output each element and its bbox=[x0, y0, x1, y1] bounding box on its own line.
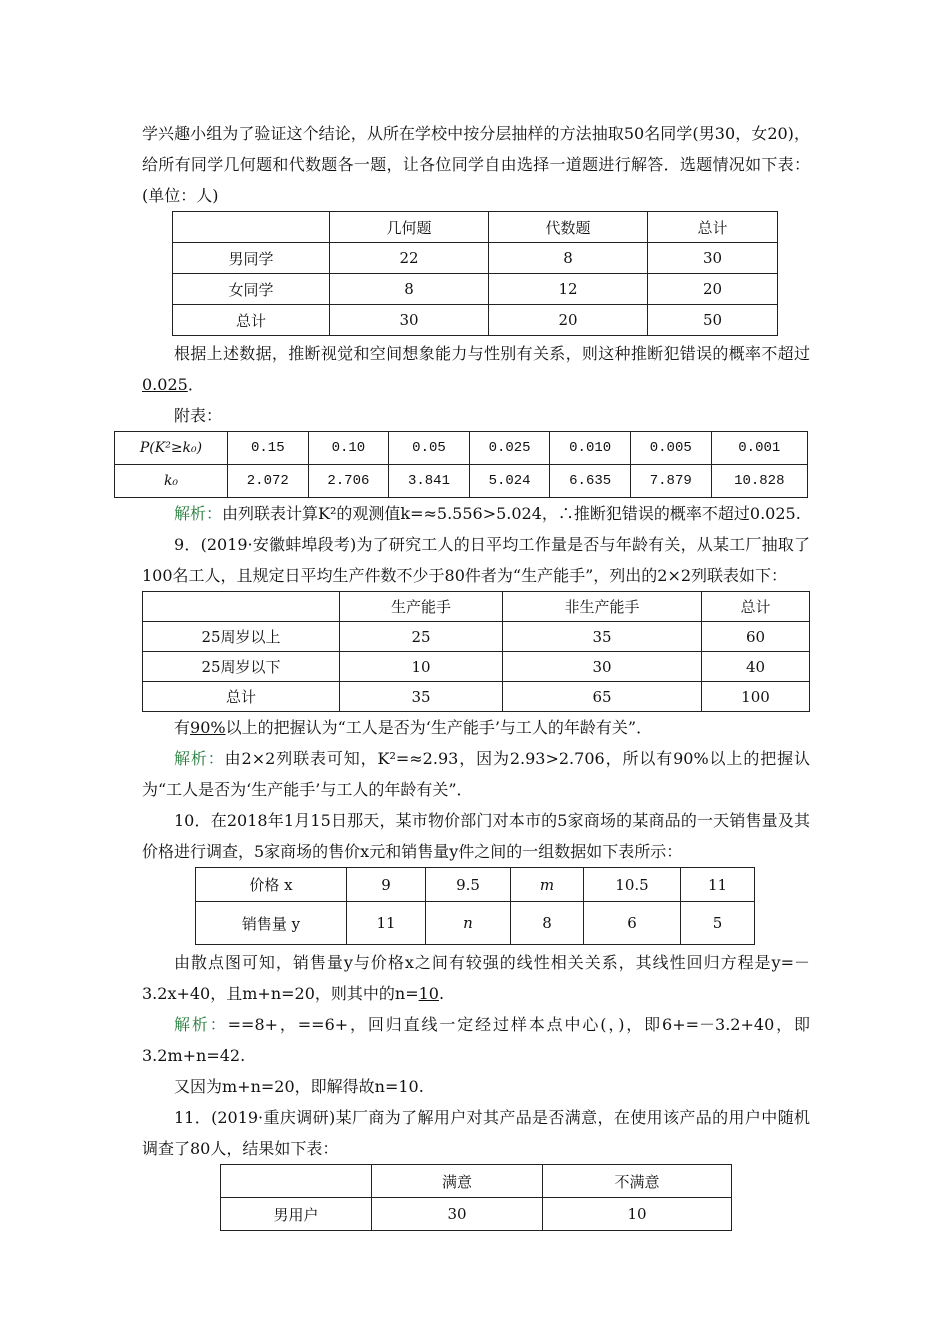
table-cell: 总计 bbox=[173, 305, 330, 336]
table-row bbox=[143, 682, 810, 712]
answer-8-text: 由列联表计算K²的观测值k=≈5.556>5.024，∴推断犯错误的概率不超过0.025. bbox=[222, 504, 801, 523]
table-cell: 不满意 bbox=[543, 1165, 732, 1198]
answer-10-line2: 又因为m+n=20，即解得故n=10. bbox=[174, 1077, 424, 1096]
table-cell: 35 bbox=[503, 622, 702, 652]
table-cell: 10 bbox=[340, 652, 503, 682]
table-cell: 20 bbox=[489, 305, 648, 336]
table-row bbox=[115, 432, 808, 465]
question-10-answer: 10 bbox=[418, 984, 439, 1003]
question-9-fill-post: 以上的把握认为“工人是否为‘生产能手’与工人的年龄有关”． bbox=[225, 718, 653, 737]
table-cell: 7.879 bbox=[630, 465, 711, 498]
table-row bbox=[196, 868, 755, 902]
table-cell: 10.828 bbox=[711, 465, 807, 498]
table-cell: 销售量 y bbox=[196, 902, 347, 945]
table-cell: 2.706 bbox=[308, 465, 389, 498]
appendix-label: 附表： bbox=[174, 406, 223, 425]
table-cell: 0.010 bbox=[550, 432, 631, 465]
table-cell: P(K²≥k₀) bbox=[115, 432, 228, 465]
table-cell: 5 bbox=[681, 902, 755, 945]
question-9-fill bbox=[142, 712, 810, 743]
table-cell: 25周岁以下 bbox=[143, 652, 340, 682]
table-row bbox=[143, 622, 810, 652]
question-10-fill bbox=[142, 947, 810, 1009]
table-row bbox=[221, 1165, 732, 1198]
table-cell: 10 bbox=[543, 1198, 732, 1231]
critical-value-table bbox=[114, 431, 808, 498]
question-8-answer: 0.025 bbox=[142, 375, 188, 394]
table-row bbox=[173, 274, 778, 305]
table-cell: 总计 bbox=[702, 592, 810, 622]
question-9-answer: 90% bbox=[190, 718, 226, 737]
table-cell: 6.635 bbox=[550, 465, 631, 498]
table-row bbox=[196, 902, 755, 945]
table-row bbox=[173, 243, 778, 274]
table-cell: 总计 bbox=[143, 682, 340, 712]
table-cell: 9 bbox=[347, 868, 426, 902]
table-cell: 6 bbox=[584, 902, 681, 945]
table-row bbox=[143, 652, 810, 682]
choice-table bbox=[172, 211, 778, 336]
table-cell: 女同学 bbox=[173, 274, 330, 305]
table-cell: 50 bbox=[648, 305, 778, 336]
table-cell: 65 bbox=[503, 682, 702, 712]
table-cell: m bbox=[511, 868, 584, 902]
question-10-end: . bbox=[438, 984, 445, 1003]
table-cell: 30 bbox=[372, 1198, 543, 1231]
table-cell: 100 bbox=[702, 682, 810, 712]
table-cell: 0.15 bbox=[228, 432, 309, 465]
table-cell: 8 bbox=[330, 274, 489, 305]
question-11-text: 11．(2019·重庆调研)某厂商为了解用户对其产品是否满意，在使用该产品的用户中随机调查了80人，结果如下表： bbox=[142, 1108, 810, 1158]
table-cell: 非生产能手 bbox=[503, 592, 702, 622]
table-cell bbox=[221, 1165, 372, 1198]
table-row bbox=[221, 1198, 732, 1231]
table-cell: k₀ bbox=[115, 465, 228, 498]
table-cell: 9.5 bbox=[426, 868, 511, 902]
table-cell: 3.841 bbox=[389, 465, 470, 498]
worker-table bbox=[142, 591, 810, 712]
answer-10-text: ==8+，==6+，回归直线一定经过样本点中心(，)，即6+=－3.2+40，即3.2m+n=42. bbox=[142, 1015, 810, 1065]
table-cell: 40 bbox=[702, 652, 810, 682]
question-9-text: 9．(2019·安徽蚌埠段考)为了研究工人的日平均工作量是否与年龄有关，从某工厂抽取了100名工人，且规定日平均生产件数不少于80件者为“生产能手”，列出的2×2列联表如下： bbox=[142, 535, 810, 585]
table-cell: 0.10 bbox=[308, 432, 389, 465]
table-cell: 11 bbox=[681, 868, 755, 902]
table-cell: 30 bbox=[503, 652, 702, 682]
table-cell: 代数题 bbox=[489, 212, 648, 243]
answer-10 bbox=[142, 1009, 810, 1071]
question-10-text: 10．在2018年1月15日那天，某市物价部门对本市的5家商场的某商品的一天销售量及其价格进行调查，5家商场的售价x元和销售量y件之间的一组数据如下表所示： bbox=[142, 811, 810, 861]
table-cell: 10.5 bbox=[584, 868, 681, 902]
table-cell: 总计 bbox=[648, 212, 778, 243]
table-cell bbox=[143, 592, 340, 622]
table-cell: 12 bbox=[489, 274, 648, 305]
table-row bbox=[173, 305, 778, 336]
answer-9 bbox=[142, 743, 810, 805]
question-8-body: 根据上述数据，推断视觉和空间想象能力与性别有关系，则这种推断犯错误的概率不超过 bbox=[174, 344, 810, 363]
table-cell: 8 bbox=[511, 902, 584, 945]
table-row bbox=[143, 592, 810, 622]
table-cell: 0.05 bbox=[389, 432, 470, 465]
table-cell: 0.025 bbox=[469, 432, 550, 465]
table-cell: 11 bbox=[347, 902, 426, 945]
table-row bbox=[173, 212, 778, 243]
document-page bbox=[139, 118, 810, 1231]
table-cell: 0.005 bbox=[630, 432, 711, 465]
table-cell: 0.001 bbox=[711, 432, 807, 465]
table-cell: 5.024 bbox=[469, 465, 550, 498]
table-cell: 30 bbox=[648, 243, 778, 274]
intro-paragraph: 学兴趣小组为了验证这个结论，从所在学校中按分层抽样的方法抽取50名同学(男30，女20)，给所有同学几何题和代数题各一题，让各位同学自由选择一道题进行解答．选题情况如下表：(单位：人) bbox=[142, 124, 810, 205]
table-cell: 30 bbox=[330, 305, 489, 336]
question-8-text bbox=[142, 338, 810, 400]
answer-9-text: 由2×2列联表可知，K²=≈2.93，因为2.93>2.706，所以有90%以上的把握认为“工人是否为‘生产能手’与工人的年龄有关”． bbox=[142, 749, 810, 799]
price-sales-table bbox=[195, 867, 755, 945]
question-10-fill-text: 由散点图可知，销售量y与价格x之间有较强的线性相关关系，其线性回归方程是y=－3.2x+40，且m+n=20，则其中的n= bbox=[142, 953, 810, 1003]
table-cell: 35 bbox=[340, 682, 503, 712]
table-row bbox=[115, 465, 808, 498]
table-cell: 几何题 bbox=[330, 212, 489, 243]
table-cell: 生产能手 bbox=[340, 592, 503, 622]
analysis-tag: 解析： bbox=[174, 504, 223, 523]
table-cell: 60 bbox=[702, 622, 810, 652]
table-cell: 22 bbox=[330, 243, 489, 274]
table-cell: 男用户 bbox=[221, 1198, 372, 1231]
question-9-fill-pre: 有 bbox=[174, 718, 191, 737]
table-cell: 满意 bbox=[372, 1165, 543, 1198]
table-cell: 25周岁以上 bbox=[143, 622, 340, 652]
table-cell: 25 bbox=[340, 622, 503, 652]
question-8-end: ． bbox=[187, 375, 204, 394]
table-cell: 8 bbox=[489, 243, 648, 274]
table-cell: 男同学 bbox=[173, 243, 330, 274]
table-cell: 价格 x bbox=[196, 868, 347, 902]
table-cell bbox=[173, 212, 330, 243]
table-cell: 2.072 bbox=[228, 465, 309, 498]
table-cell: 20 bbox=[648, 274, 778, 305]
analysis-tag: 解析： bbox=[174, 1015, 228, 1034]
satisfaction-table bbox=[220, 1164, 732, 1231]
answer-8 bbox=[142, 498, 810, 529]
table-cell: n bbox=[426, 902, 511, 945]
analysis-tag: 解析： bbox=[174, 749, 225, 768]
